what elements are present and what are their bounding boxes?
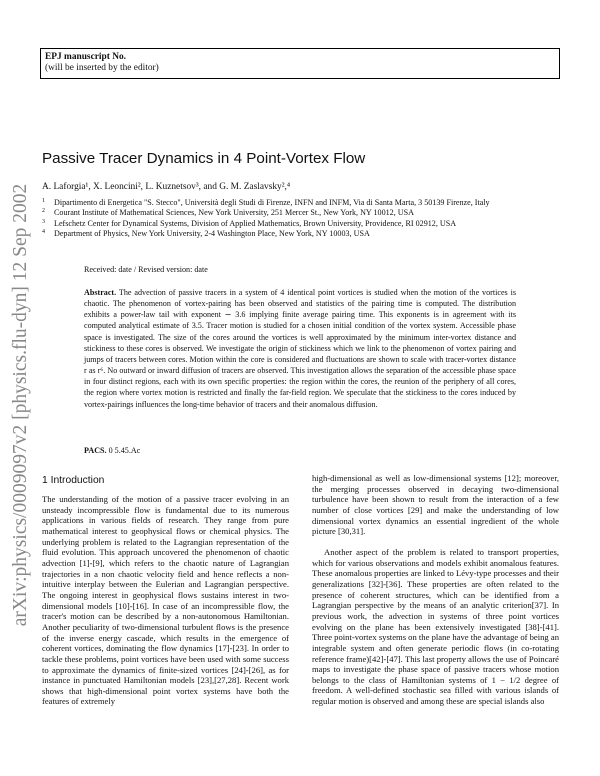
author-list: A. Laforgia¹, X. Leoncini², L. Kuznetsov³, and G. M. Zaslavsky²,⁴ [42,182,291,192]
body-paragraph: high-dimensional as well as low-dimensional systems [12]; moreover, the merging processes observed in decaying two-dimensional turbulence have been shown to result from the interaction of a few number of close vortices [29] and make the understanding of low dimensional vortex dynamics an essential ingredient of the whole picture [30,31]. [312,473,559,537]
body-paragraph: The understanding of the motion of a passive tracer evolving in an unsteady incompressible flow is fundamental due to its numerous applications in various fields of research. They range from pure mathematical interest to geophysical flows or chemical physics. The underlying problem is related to the Lagrangian representation of the fluid evolution. This approach uncovered the phenomenon of chaotic advection [1]-[9], which refers to the chaotic nature of Lagrangian trajectories in a non chaotic velocity field and hence reflects a non-intuitive interplay between the Eulerian and Lagrangian perspective. The ongoing interest in geophysical flows sustains interest in two-dimensional models [10]-[16]. In case of an incompressible flow, the tracer's motion can be described by a non-autonomous Hamiltonian. Another peculiarity of two-dimensional turbulent flows is the presence of the inverse energy cascade, which results in the emergence of coherent vortices, dominating the flow dynamics [17]-[23]. In order to tackle these problems, point vortices have been used with some success to approximate the dynamics of finite-sized vortices [24]-[26], as for instance in punctuated Hamiltonian models [23],[27,28]. Recent work shows that high-dimensional point vortex systems have both the features of extremely [42,494,289,707]
affiliation-number: 1 [42,198,45,204]
affiliation-text: Dipartimento di Energetica "S. Stecco", Università degli Studi di Firenze, INFN and INFM, Via di Santa Marta, 3 50139 Firenze, Italy [54,198,490,207]
affiliation-item [42,208,562,218]
body-paragraph: Another aspect of the problem is related to transport properties, which for various observations and models exhibit anomalous features. These anomalous properties are linked to Lévy-type processes and their generalizations [32]-[36]. These properties are often related to the presence of coherent structures, which can be identified from a Lagrangian perspective by the means of an analytic criterion[37]. In previous work, the advection in systems of three point vortices evolving on the plane has been extensively investigated [38]-[41]. Three point-vortex systems on the plane have the advantage of being an integrable system and often generate periodic flows (in co-rotating reference frame)[42]-[47]. This last property allows the use of Poincaré maps to investigate the phase space of passive tracers whose motion belongs to the class of Hamiltonian systems of 1 − 1/2 degree of freedom. A well-defined stochastic sea filled with various islands of regular motion is observed and among these are special islands also [312,546,559,707]
affiliation-item [42,198,562,208]
abstract-text: The advection of passive tracers in a system of 4 identical point vortices is studied when the motion of the vortices is chaotic. The phenomenon of vortex-pairing has been observed and statistics of the pairing time is computed. The distribution exhibits a power-law tail with exponent ∼ 3.6 implying finite average pairing time. This exponents is in agreement with its computed analytical estimate of 3.5. Tracer motion is studied for a chosen initial condition of the vortex system. Accessible phase space is investigated. The size of the cores around the vortices is well approximated by the minimum inter-vortex distance and stickiness to these cores is observed. We investigate the origin of stickiness which we link to the phenomenon of vortex pairing and jumps of tracers between cores. Motion within the core is considered and fluctuations are shown to scale with tracer-vortex distance r as r⁶. No outward or inward diffusion of tracers are observed. This investigation allows the separation of the accessible phase space in four distinct regions, each with its own specific properties: the region within the cores, the reunion of the periphery of all cores, the region where vortex motion is restricted and finally the far-field region. We speculate that the stickiness to the cores induced by vortex-pairings influences the long-time behavior of tracers and their anomalous diffusion. [84,288,516,409]
abstract-label: Abstract. [84,288,117,297]
paper-title: Passive Tracer Dynamics in 4 Point-Vortex Flow [42,150,366,167]
pacs-codes: 0 5.45.Ac [108,446,141,455]
body-column-right [312,473,559,707]
affiliation-list [42,198,562,240]
received-date-line: Received: date / Revised version: date [84,265,208,274]
abstract [84,287,516,410]
pacs-label: PACS. [84,446,107,455]
affiliation-text: Department of Physics, New York University, 2-4 Washington Place, New York, NY 10003, USA [54,229,370,239]
arxiv-identifier-text: arXiv:physics/0009097v2 [physics.flu-dyn] 12 Sep 2002 [10,183,31,627]
pacs-line [84,446,140,455]
manuscript-header-title: EPJ manuscript No. [45,52,126,62]
manuscript-header-note: (will be inserted by the editor) [45,63,159,73]
manuscript-header-box [40,48,560,79]
arxiv-identifier-stamp [6,150,36,660]
affiliation-text: Courant Institute of Mathematical Sciences, New York University, 251 Mercer St., New York, NY 10012, USA [54,208,414,218]
affiliation-number: 2 [42,208,45,215]
affiliation-item [42,219,562,229]
affiliation-text: Lefschetz Center for Dynamical Systems, Division of Applied Mathematics, Brown University, Providence, RI 02912, USA [54,218,457,228]
section-heading-introduction: 1 Introduction [42,475,105,486]
body-column-left [42,494,289,707]
affiliation-item [42,229,562,239]
affiliation-number: 4 [42,229,45,236]
affiliation-number: 3 [42,218,45,225]
